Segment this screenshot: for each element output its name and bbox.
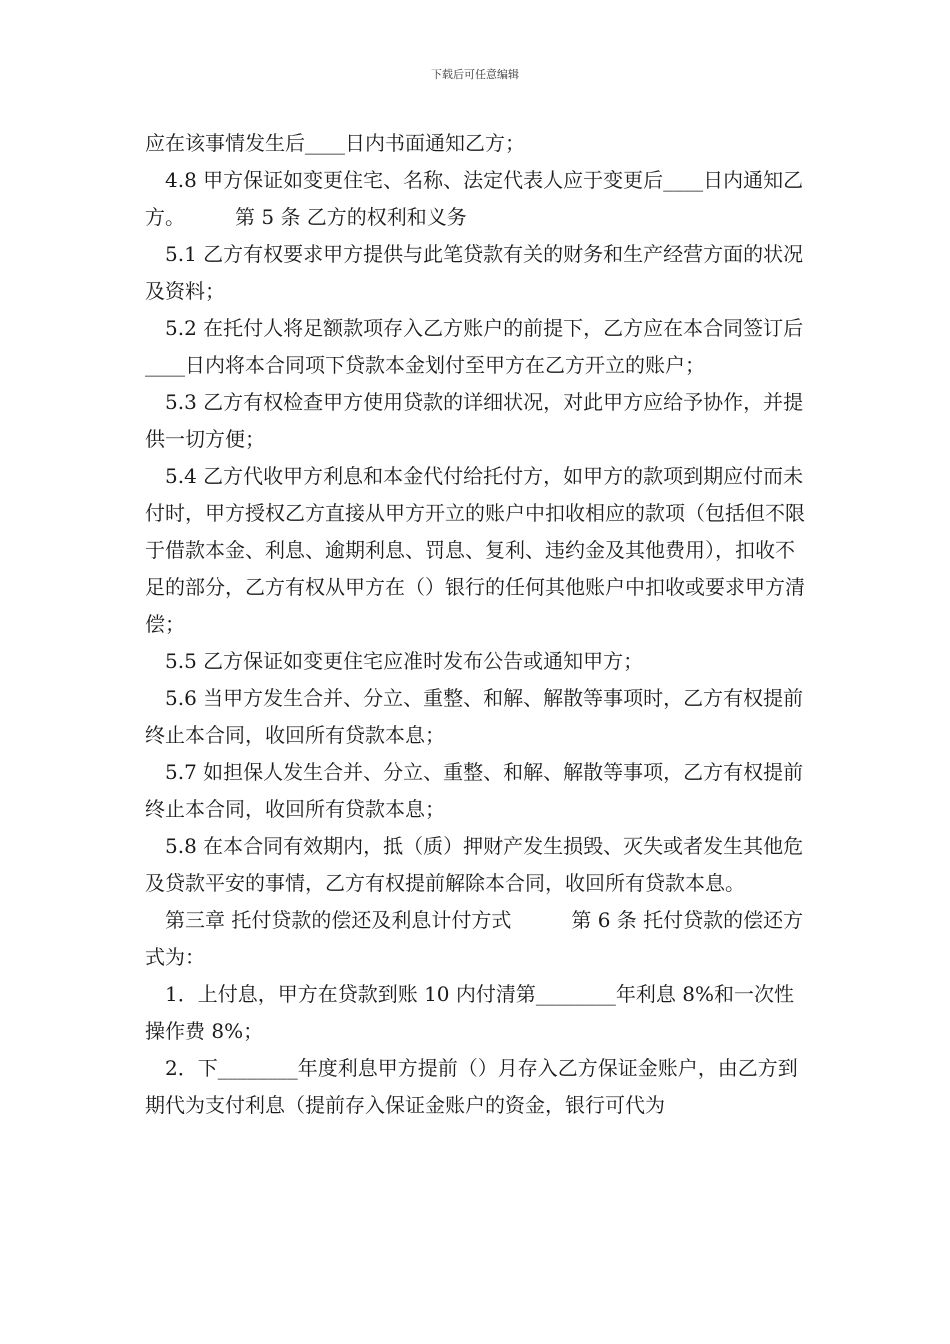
paragraph: 1．上付息，甲方在贷款到账 10 内付清第________年利息 8%和一次性操作费 8%； (145, 982, 794, 1043)
paragraph: 应在该事情发生后____日内书面通知乙方； (145, 131, 525, 155)
paragraph: 5.2 在托付人将足额款项存入乙方账户的前提下，乙方应在本合同签订后____日内将本合同项下贷款本金划付至甲方在乙方开立的账户； (145, 316, 804, 377)
paragraph: 5.4 乙方代收甲方利息和本金代付给托付方，如甲方的款项到期应付而未付时，甲方授权乙方直接从甲方开立的账户中扣收相应的款项（包括但不限于借款本金、利息、逾期利息、罚息、复利、违约金及其他费用），扣收不足的部分，乙方有权从甲方在（）银行的任何其他账户中扣收或要求甲方清偿； (145, 464, 805, 636)
paragraph: 2．下________年度利息甲方提前（）月存入乙方保证金账户，由乙方到期代为支付利息（提前存入保证金账户的资金，银行可代为 (145, 1056, 798, 1117)
page-header: 下载后可任意编辑 (431, 68, 519, 81)
paragraph: 5.7 如担保人发生合并、分立、重整、和解、解散等事项，乙方有权提前终止本合同，收回所有贷款本息； (145, 760, 804, 821)
paragraph: 第三章 托付贷款的偿还及利息计付方式 第 6 条 托付贷款的偿还方式为： (145, 908, 804, 969)
paragraph: 5.5 乙方保证如变更住宅应准时发布公告或通知甲方； (165, 649, 644, 673)
paragraph: 5.1 乙方有权要求甲方提供与此笔贷款有关的财务和生产经营方面的状况及资料； (145, 242, 804, 303)
paragraph: 4.8 甲方保证如变更住宅、名称、法定代表人应于变更后____日内通知乙方。 第 5 条 乙方的权利和义务 (145, 168, 804, 229)
document-body (145, 125, 805, 1124)
paragraph: 5.6 当甲方发生合并、分立、重整、和解、解散等事项时，乙方有权提前终止本合同，收回所有贷款本息； (145, 686, 804, 747)
paragraph: 5.3 乙方有权检查甲方使用贷款的详细状况，对此甲方应给予协作，并提供一切方便； (145, 390, 804, 451)
paragraph: 5.8 在本合同有效期内，抵（质）押财产发生损毁、灭失或者发生其他危及贷款平安的事情，乙方有权提前解除本合同，收回所有贷款本息。 (145, 834, 804, 895)
